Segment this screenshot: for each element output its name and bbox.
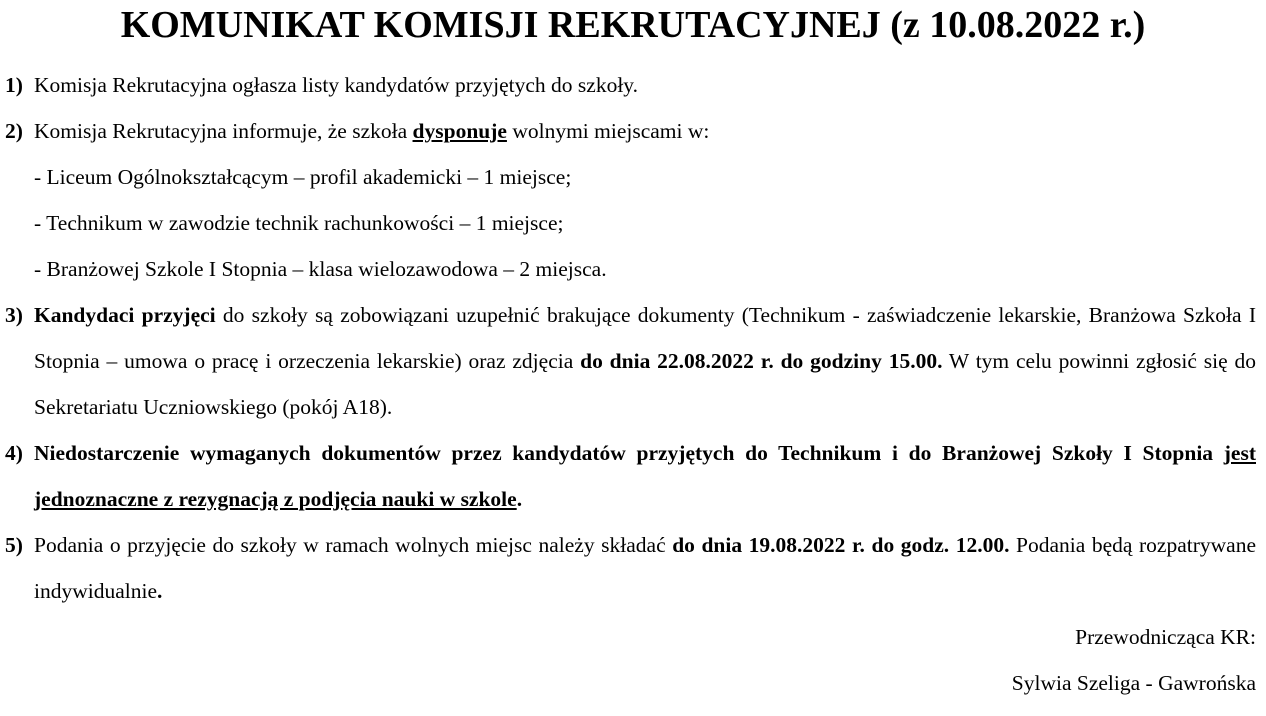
item-text-part: Podania o przyjęcie do szkoły w ramach wolnych miejsc należy składać (34, 533, 673, 557)
list-item-4 (0, 430, 1256, 522)
list-item-2 (0, 108, 1256, 154)
bold-text: Niedostarczenie wymaganych dokumentów przez kandydatów przyjętych do Technikum i do Branżowej Szkoły I Stopnia (34, 441, 1224, 465)
underlined-text: jest jednoznaczne z rezygnacją z podjęcia nauki w szkole (34, 441, 1256, 511)
item-text (34, 292, 1256, 430)
bold-lead: Kandydaci przyjęci (34, 303, 216, 327)
page-title: KOMUNIKAT KOMISJI REKRUTACYJNEJ (z 10.08.2022 r.) (120, 4, 1146, 46)
item-end: . (157, 579, 163, 603)
item-text-part: do szkoły są zobowiązani uzupełnić brakujące dokumenty (Technikum - zaświadczenie lekarskie, Branżowa Szkoła I Stopnia – umowa o pracę i orzeczenia lekarskie) oraz zdjęcia (34, 303, 1256, 373)
free-place-item: - Branżowej Szkole I Stopnia – klasa wielozawodowa – 2 miejsca. (34, 257, 607, 281)
item-text (34, 430, 1256, 522)
item-text (34, 108, 1256, 154)
list-item-1 (0, 62, 1256, 108)
signature-role: Przewodnicząca KR: (1075, 625, 1256, 649)
item-text-part: wolnymi miejscami w: (506, 119, 710, 143)
item-number: 2) (5, 119, 23, 143)
item-number: 5) (5, 533, 23, 557)
item-text (34, 522, 1256, 614)
item-number: 1) (5, 73, 23, 97)
item-text: Komisja Rekrutacyjna ogłasza listy kandydatów przyjętych do szkoły. (34, 73, 639, 97)
list-item-5 (0, 522, 1256, 614)
item-number: 3) (5, 303, 23, 327)
emphasis-text: dysponuje (412, 119, 507, 143)
item-end: . (516, 487, 523, 511)
item-text-part: Komisja Rekrutacyjna informuje, że szkoła (34, 119, 413, 143)
deadline-text: do dnia 22.08.2022 r. do godziny 15.00. (580, 349, 943, 373)
item-text-part: W tym celu powinni zgłosić się do Sekretariatu Uczniowskiego (pokój A18). (34, 349, 1256, 419)
free-place-item: - Liceum Ogólnokształcącym – profil akademicki – 1 miejsce; (34, 165, 572, 189)
list-item-3 (0, 292, 1256, 430)
item-text-part: Podania będą rozpatrywane indywidualnie (34, 533, 1257, 603)
deadline-text: do dnia 19.08.2022 r. do godz. 12.00. (672, 533, 1010, 557)
signature-name: Sylwia Szeliga - Gawrońska (1011, 671, 1256, 695)
item-number: 4) (5, 441, 23, 465)
free-place-item: - Technikum w zawodzie technik rachunkowości – 1 miejsce; (34, 211, 564, 235)
